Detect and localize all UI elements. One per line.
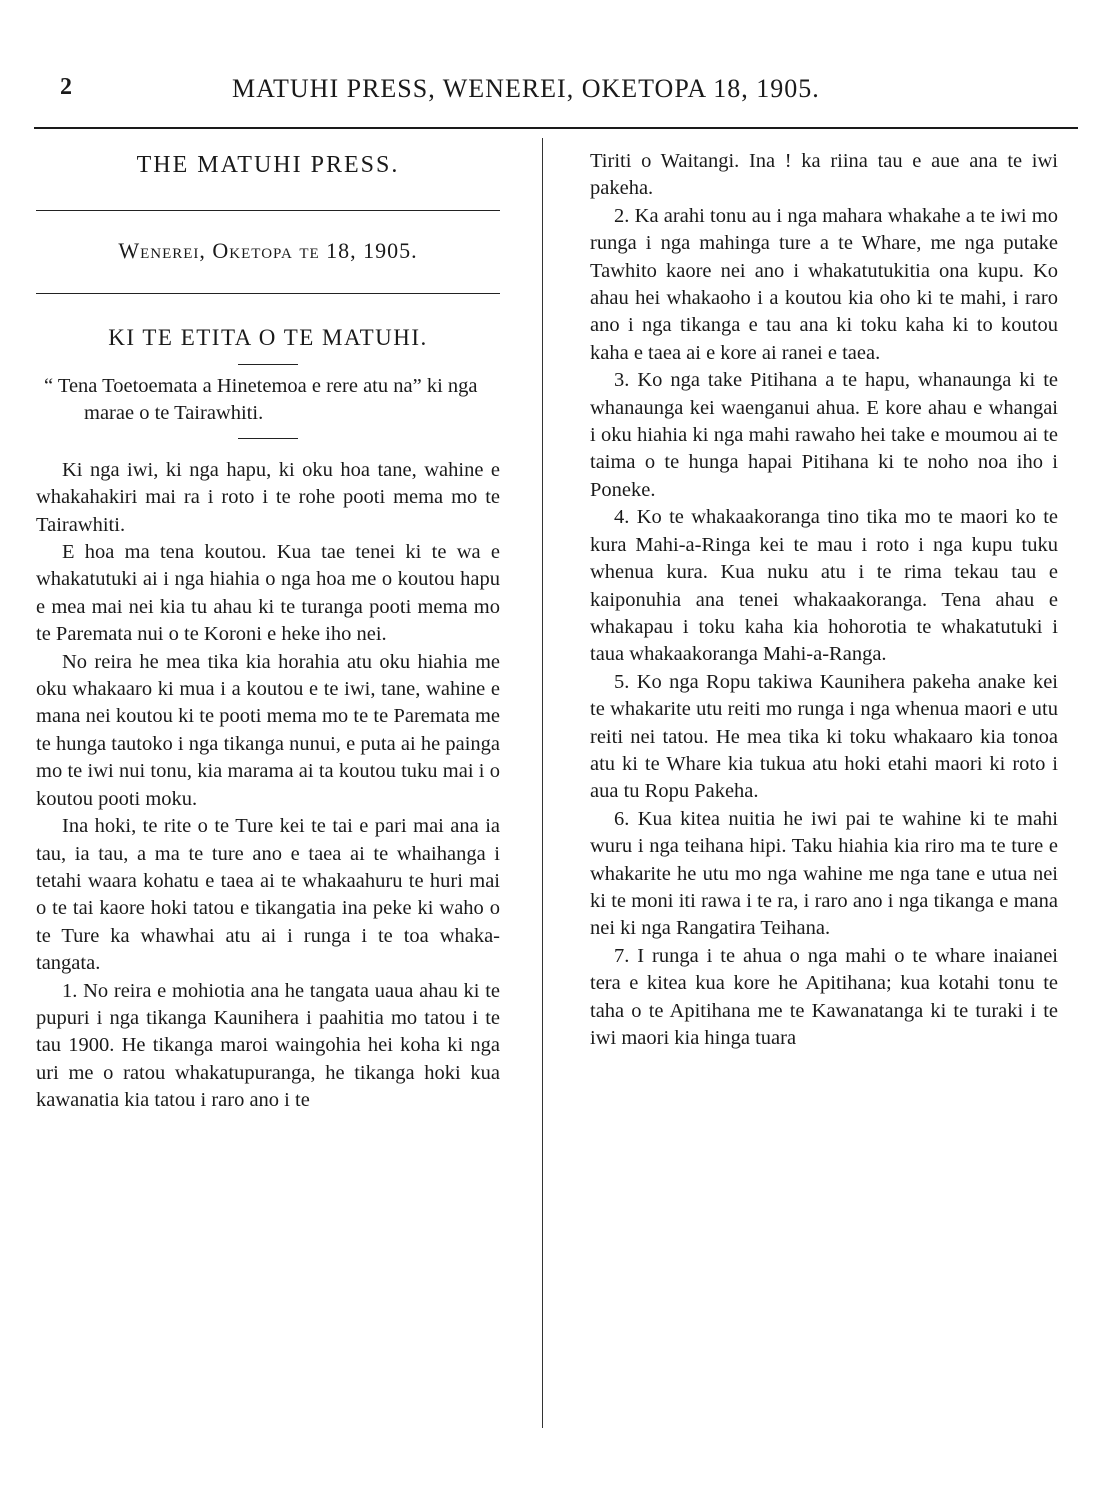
- header-rule: [34, 127, 1078, 129]
- body-paragraph: Tiriti o Waitangi. Ina ! ka riina tau e aue ana te iwi pakeha.: [590, 150, 1058, 200]
- section-title: KI TE ETITA O TE MATUHI.: [108, 325, 428, 350]
- body-paragraph: 1. No reira e mohiotia ana he tangata uaua ahau ki te pupuri i nga tikanga Kaunihera i paahitia mo tatou i te tau 1900. He tikanga maroi waingohia hei koha ki nga uri me o ratou whakatupuranga, he tikanga hoki kua kawanatia kia tatou i raro ano i te: [36, 979, 500, 1112]
- body-paragraph: 2. Ka arahi tonu au i nga mahara whakahe a te iwi mo runga i nga mahinga ture a te Whare, me nga putake Tawhito kaore nei ano i whakatutukitia ona kupu. Ko ahau hei whakaoho i a koutou kia oho ki te mahi, i raro ano i nga tikanga e tau ana ki toku kaha ki to koutou kaha e taea ai e kore ai ranei e taea.: [590, 204, 1058, 364]
- short-rule: [238, 438, 298, 439]
- body-paragraph: No reira he mea tika kia horahia atu oku hiahia me oku whakaaro ki mua i a koutou e te iwi, tane, wahine e mana nei koutou ki te pooti mema mo te te Paremata me te hunga tautoko i nga tikanga nunui, e puta ai he painga mo te iwi nui tonu, kia marama ai ta koutou tuku mai i o koutou pooti moku.: [36, 650, 500, 810]
- page-header: [0, 74, 1114, 114]
- body-paragraph: 5. Ko nga Ropu takiwa Kaunihera pakeha anake kei te whakarite utu reiti mo runga i nga whenua maori e utu reiti nei tatou. He mea tika ki toku whakaaro kia tonoa atu ki te Whare kia tukua atu hoki etahi maori ki roto i aua tu Ropu Pakeha.: [590, 670, 1058, 803]
- body-paragraph: 3. Ko nga take Pitihana a te hapu, whanaunga ki te whanaunga kei waenganui ahua. E kore ahau e whangai i oku hiahia ki nga mahi rawaho hei take e moumou ai te taima o te hunga hapai Pitihana ki te noho noa iho i Poneke.: [590, 369, 1058, 501]
- body-paragraph: Ki nga iwi, ki nga hapu, ki oku hoa tane, wahine e whakahakiri mai ra i roto i te rohe pooti mema mo te Tairawhiti.: [36, 458, 500, 536]
- short-rule: [238, 364, 298, 365]
- column-divider: [542, 138, 543, 1428]
- body-paragraph: 7. I runga i te ahua o nga mahi o te whare inaianei tera e kitea kua kore he Apitihana; kua kotahi tonu te taha o te Apitihana me te Kawanatanga ki te turaki i te iwi maori kia hinga tuara: [590, 944, 1058, 1049]
- body-paragraph: 6. Kua kitea nuitia he iwi pai te wahine ki te mahi wuru i nga teihana hipi. Taku hiahia kia riro ma te ture e whakarite he utu mo nga wahine me nga tane e utua nei ki te moni iti rawa i te ra, i raro ano i nga tikanga e mana nei ki nga Rangatira Teihana.: [590, 807, 1058, 940]
- masthead-rule: [36, 210, 500, 211]
- epigraph-quote: “ Tena Toetoemata a Hinetemoa e rere atu na” ki nga marae o te Tairawhiti.: [44, 375, 478, 425]
- left-column: [36, 148, 500, 1115]
- body-paragraph: Ina hoki, te rite o te Ture kei te tai e pari mai ana ia tau, ia tau, a ma te ture ano e taea ai te whaihanga i tetahi waara kohatu e taea ai te whakaahuru te huri mai o te tai kaore hoki tatou e tikangatia ina peke ki waho o te Ture ka whawhai atu ai i runga i te toa whaka-tangata.: [36, 815, 500, 975]
- body-paragraph: E hoa ma tena koutou. Kua tae tenei ki te wa e whakatutuki ai i nga hiahia o nga hoa me o koutou hapu e mea mai nei kia tu ahau ki te turanga pooti mema mo te Paremata nui o te Koroni e heke iho nei.: [36, 541, 500, 646]
- body-paragraph: 4. Ko te whakaakoranga tino tika mo te maori ko te kura Mahi-a-Ringa kei te mau i roto i nga kupu tuku whenua kura. Kua nuku atu i te rima tekau tau e kaiponuhia ana tenei whakaakoranga. Tena ahau e whakapau i toku kaha kia hohorotia te whakatutuki i taua whakaakoranga Mahi-a-Ranga.: [590, 506, 1058, 666]
- dateline-rule: [36, 293, 500, 294]
- running-title: MATUHI PRESS, WENEREI, OKETOPA 18, 1905.: [232, 74, 820, 103]
- page-number: 2: [60, 74, 72, 100]
- masthead: THE MATUHI PRESS.: [136, 152, 400, 178]
- dateline: Wenerei, Oketopa te 18, 1905.: [118, 238, 418, 263]
- right-column: [590, 148, 1058, 1052]
